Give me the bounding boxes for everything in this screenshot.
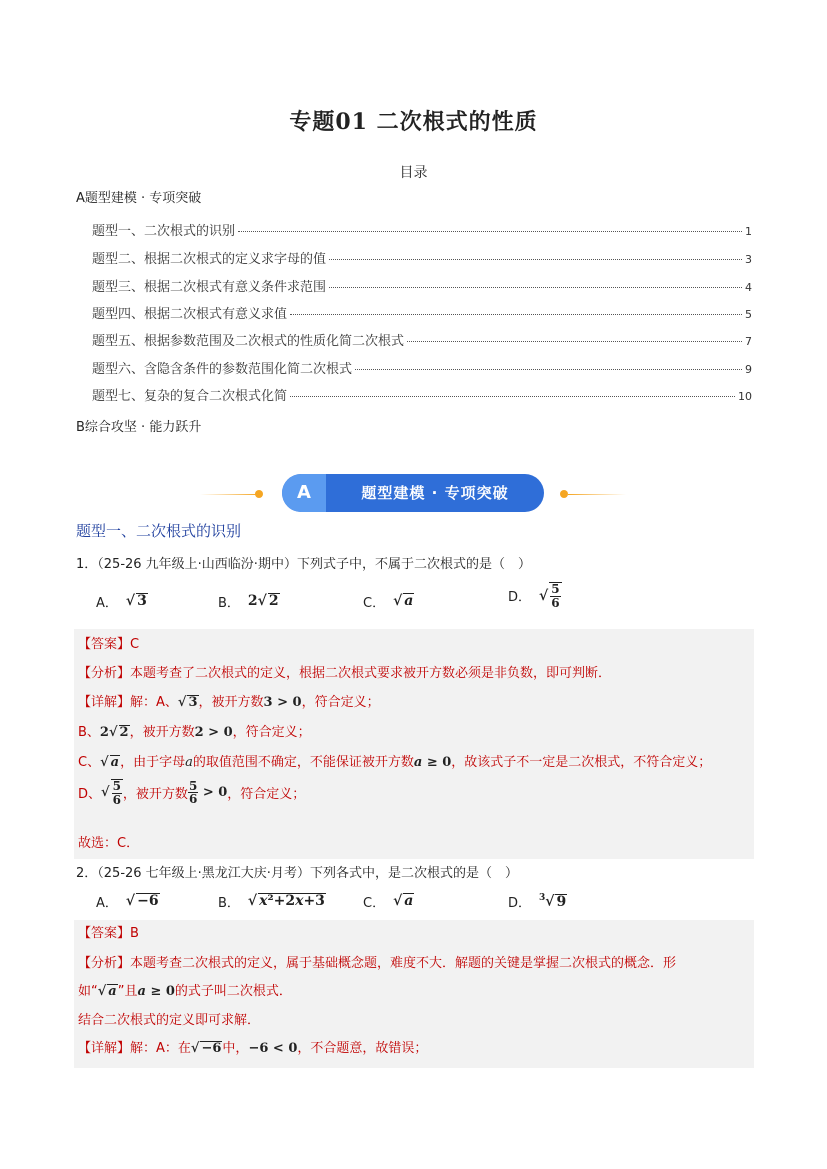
- toc-item[interactable]: 题型三、根据二次根式有意义条件求范围 4: [92, 280, 752, 295]
- q2-analysis-1: 【分析】本题考查二次根式的定义，属于基础概念题，难度不大．解题的关键是掌握二次根式的概念．形: [78, 956, 677, 971]
- question-1-stem: 1．（25-26 九年级上·山西临汾·期中）下列式子中，不属于二次根式的是（ ）: [76, 557, 531, 572]
- banner-dot-right: [560, 490, 568, 498]
- q2-answer-box: [74, 920, 754, 1068]
- toc-item[interactable]: 题型二、根据二次根式的定义求字母的值 3: [92, 252, 752, 267]
- q2-answer: 【答案】B: [78, 926, 139, 941]
- q1-answer-box: [74, 629, 754, 859]
- q1-detail-d: D、 √ $\frac{5}{6}$ ，被开方数 $\frac{5}{6}$ > 0 ，符合定义；: [78, 778, 306, 807]
- banner-line-right: [568, 494, 626, 495]
- question-2-stem: 2．（25-26 七年级上·黑龙江大庆·月考）下列各式中，是二次根式的是（ ）: [76, 866, 518, 881]
- q1-option-b[interactable]: B． 2√ 2: [218, 593, 279, 611]
- q2-analysis-3: 结合二次根式的定义即可求解．: [78, 1013, 261, 1028]
- q2-option-a[interactable]: A． √ −6: [96, 893, 159, 911]
- toc-item[interactable]: 题型一、二次根式的识别 1: [92, 224, 752, 239]
- toc-section-a: A题型建模 · 专项突破: [76, 191, 202, 206]
- q1-detail-b: B、2√ 2，被开方数2 > 0，符合定义；: [78, 725, 311, 740]
- banner-dot-left: [255, 490, 263, 498]
- banner-letter: A: [282, 474, 326, 512]
- q1-conclusion: 故选：C．: [78, 836, 140, 851]
- q1-option-a[interactable]: A． √ 3: [96, 593, 147, 611]
- q1-detail-a: 【详解】解：A、√ 3，被开方数3 > 0，符合定义；: [78, 695, 380, 710]
- q2-analysis-2: 如“√ a”且a ≥ 0的式子叫二次根式．: [78, 984, 292, 999]
- q2-option-b[interactable]: B． √ x²+2x+3: [218, 893, 325, 911]
- q1-option-d[interactable]: D． √ $\frac{5}{6}$: [508, 582, 560, 610]
- toc-heading: 目录: [399, 165, 428, 181]
- q2-detail: 【详解】解：A：在√ −6中，−6 < 0，不合题意，故错误；: [78, 1041, 428, 1056]
- q1-option-c[interactable]: C． √ a: [363, 593, 414, 611]
- q1-detail-c: C、√ a，由于字母a的取值范围不确定，不能保证被开方数a ≥ 0，故该式子不一定是二次根式，不符合定义；: [78, 755, 712, 770]
- toc-section-b: B综合攻坚 · 能力跃升: [76, 420, 202, 435]
- banner-line-left: [200, 494, 258, 495]
- section-banner: [282, 474, 544, 512]
- toc-item[interactable]: 题型六、含隐含条件的参数范围化简二次根式 9: [92, 362, 752, 377]
- page-title: 专题01 二次根式的性质: [289, 109, 538, 135]
- q2-option-d[interactable]: D． $^3$√ 9: [508, 892, 567, 911]
- q2-option-c[interactable]: C． √ a: [363, 893, 414, 911]
- toc-item[interactable]: 题型五、根据参数范围及二次根式的性质化简二次根式 7: [92, 334, 752, 349]
- q1-answer: 【答案】C: [78, 637, 140, 652]
- toc-item[interactable]: 题型七、复杂的复合二次根式化简 10: [92, 389, 752, 404]
- banner-text: 题型建模 · 专项突破: [361, 484, 509, 502]
- section-title: 题型一、二次根式的识别: [76, 522, 242, 540]
- toc-item[interactable]: 题型四、根据二次根式有意义求值 5: [92, 307, 752, 322]
- q1-analysis: 【分析】本题考查了二次根式的定义，根据二次根式要求被开方数必须是非负数，即可判断．: [78, 666, 612, 681]
